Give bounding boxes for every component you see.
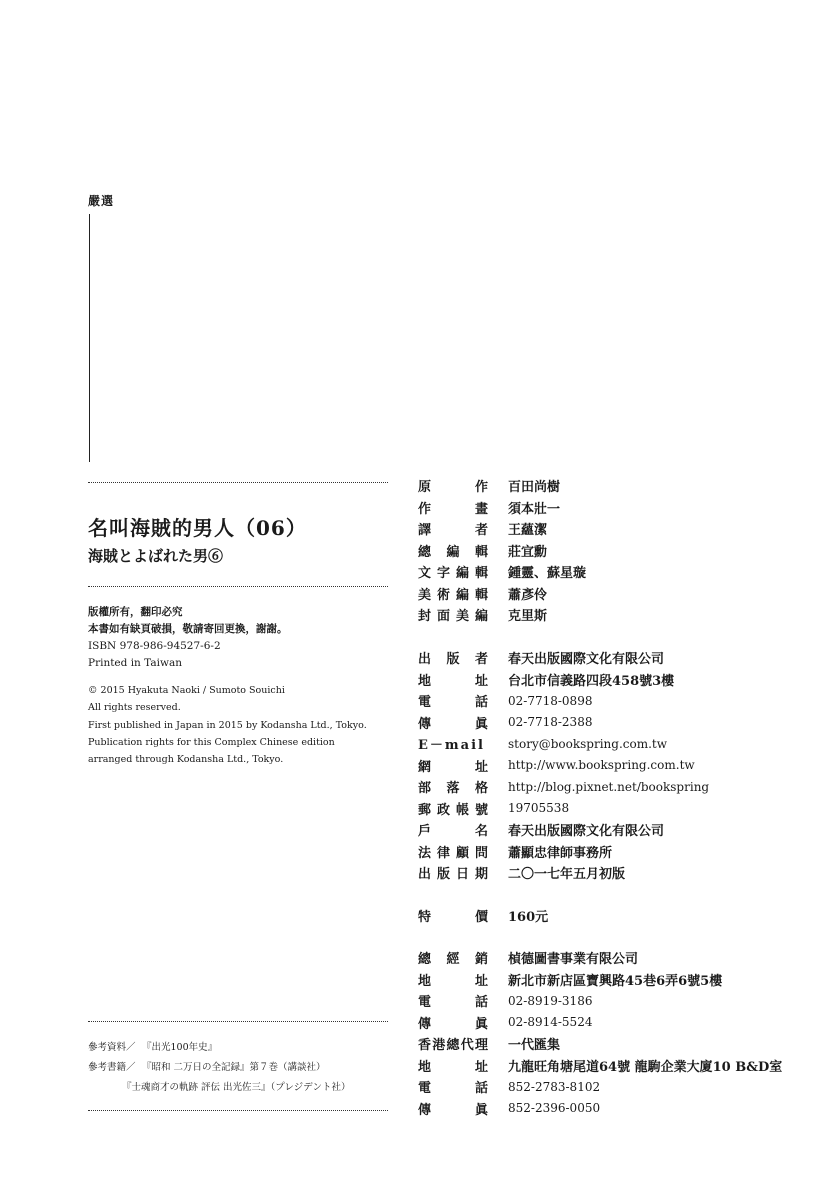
info-row bbox=[418, 947, 808, 969]
info-value: story@bookspring.com.tw bbox=[508, 736, 667, 751]
reference-line bbox=[88, 1038, 350, 1058]
info-row bbox=[418, 990, 808, 1012]
info-value: 02-8919-3186 bbox=[508, 993, 593, 1008]
info-value: 02-7718-2388 bbox=[508, 715, 593, 730]
info-value: http://blog.pixnet.net/bookspring bbox=[508, 779, 710, 794]
info-label: 法 律 顧 問 bbox=[418, 845, 488, 861]
info-value: 九龍旺角塘尾道64號 龍駒企業大廈10 B&D室 bbox=[508, 1059, 783, 1075]
series-label: 嚴選 bbox=[88, 194, 115, 208]
info-value: 台北市信義路四段458號3樓 bbox=[508, 673, 675, 689]
copyright-line: Publication rights for this Complex Chinese edition arranged through Kodansha Ltd., Tokyo. bbox=[88, 736, 335, 766]
references-block bbox=[88, 1038, 350, 1098]
info-row bbox=[418, 497, 808, 519]
info-row bbox=[418, 1033, 808, 1055]
info-row bbox=[418, 1055, 808, 1077]
rights-line: 本書如有缺頁破損，敬請寄回更換，謝謝。 bbox=[88, 623, 288, 635]
distribution-list bbox=[418, 947, 808, 1119]
publisher-list bbox=[418, 647, 808, 884]
info-value: 楨德圖書事業有限公司 bbox=[508, 952, 639, 968]
info-row bbox=[418, 518, 808, 540]
book-title: 名叫海賊的男人（06） bbox=[88, 516, 307, 540]
info-value: 克里斯 bbox=[508, 609, 548, 625]
rights-line: Printed in Taiwan bbox=[88, 657, 182, 669]
divider-refs-top bbox=[88, 1021, 388, 1022]
info-value: http://www.bookspring.com.tw bbox=[508, 758, 695, 773]
info-label: 譯 者 bbox=[418, 523, 488, 539]
info-value: 852-2396-0050 bbox=[508, 1101, 601, 1116]
info-row bbox=[418, 475, 808, 497]
info-value: 鍾靈、蘇星璇 bbox=[508, 566, 587, 582]
info-label: 出 版 者 bbox=[418, 652, 488, 668]
info-value: 莊宜勳 bbox=[508, 544, 548, 560]
info-row bbox=[418, 712, 808, 734]
info-label: 出 版 日 期 bbox=[418, 867, 488, 883]
info-row bbox=[418, 669, 808, 691]
info-value: 新北市新店區寶興路45巷6弄6號5樓 bbox=[508, 973, 723, 989]
reference-line bbox=[88, 1058, 350, 1078]
copyright-line: All rights reserved. bbox=[88, 702, 181, 714]
copyright-block bbox=[88, 682, 378, 768]
info-label: 總 編 輯 bbox=[418, 544, 488, 560]
info-row bbox=[418, 561, 808, 583]
info-row bbox=[418, 1098, 808, 1120]
info-row bbox=[418, 733, 808, 755]
info-label: 地 址 bbox=[418, 1059, 488, 1075]
info-value: 二〇一七年五月初版 bbox=[508, 867, 626, 883]
divider-middle bbox=[88, 586, 388, 587]
rights-line: 版權所有，翻印必究 bbox=[88, 606, 183, 618]
info-row bbox=[418, 862, 808, 884]
info-label: 地 址 bbox=[418, 973, 488, 989]
info-row bbox=[418, 540, 808, 562]
price-list bbox=[418, 905, 808, 927]
info-value: 一代匯集 bbox=[508, 1038, 561, 1054]
info-label: 電 話 bbox=[418, 1081, 488, 1097]
info-row bbox=[418, 905, 808, 927]
info-label: 戶 名 bbox=[418, 824, 488, 840]
credits-list bbox=[418, 475, 808, 626]
divider-top bbox=[88, 482, 388, 483]
info-row bbox=[418, 1076, 808, 1098]
info-label: 地 址 bbox=[418, 673, 488, 689]
vertical-rule bbox=[89, 214, 90, 462]
info-value: 160元 bbox=[508, 910, 549, 926]
info-row bbox=[418, 776, 808, 798]
info-row bbox=[418, 819, 808, 841]
copyright-line: First published in Japan in 2015 by Kodansha Ltd., Tokyo. bbox=[88, 719, 367, 731]
info-value: 春天出版國際文化有限公司 bbox=[508, 652, 665, 668]
info-value: 王蘊潔 bbox=[508, 523, 548, 539]
reference-label: 參考書籍／ bbox=[88, 1062, 136, 1073]
info-label: 傳 眞 bbox=[418, 1102, 488, 1118]
info-row bbox=[418, 755, 808, 777]
info-row bbox=[418, 690, 808, 712]
info-label: 電 話 bbox=[418, 995, 488, 1011]
rights-line: ISBN 978-986-94527-6-2 bbox=[88, 640, 221, 652]
info-label: 網 址 bbox=[418, 759, 488, 775]
reference-label: 參考資料／ bbox=[88, 1042, 136, 1053]
info-label: 作 畫 bbox=[418, 501, 488, 517]
reference-text: 『出光100年史』 bbox=[142, 1042, 218, 1053]
info-value: 19705538 bbox=[508, 801, 570, 816]
info-label: 特 價 bbox=[418, 910, 488, 926]
info-row bbox=[418, 604, 808, 626]
info-value: 春天出版國際文化有限公司 bbox=[508, 824, 665, 840]
info-label: 電 話 bbox=[418, 695, 488, 711]
info-row bbox=[418, 841, 808, 863]
info-label: 部 落 格 bbox=[418, 781, 488, 797]
info-label: 文 字 編 輯 bbox=[418, 566, 488, 582]
info-row bbox=[418, 798, 808, 820]
info-row bbox=[418, 1012, 808, 1034]
info-value: 蕭顯忠律師事務所 bbox=[508, 845, 613, 861]
info-label: 總 經 銷 bbox=[418, 952, 488, 968]
book-subtitle: 海賊とよばれた男⑥ bbox=[88, 547, 224, 565]
info-label: 美 術 編 輯 bbox=[418, 587, 488, 603]
info-row bbox=[418, 647, 808, 669]
info-value: 蕭彥伶 bbox=[508, 587, 548, 603]
reference-text: 『昭和 二万日の全記録』第７巻（講談社） bbox=[142, 1062, 326, 1073]
info-row bbox=[418, 969, 808, 991]
info-label: 傳 眞 bbox=[418, 1016, 488, 1032]
info-label: 傳 眞 bbox=[418, 716, 488, 732]
copyright-line: © 2015 Hyakuta Naoki / Sumoto Souichi bbox=[88, 685, 285, 696]
info-label: 香 港 總 代 理 bbox=[418, 1038, 488, 1054]
info-label: 郵 政 帳 號 bbox=[418, 802, 488, 818]
info-value: 百田尚樹 bbox=[508, 480, 561, 496]
info-row bbox=[418, 583, 808, 605]
info-value: 02-7718-0898 bbox=[508, 693, 593, 708]
info-value: 須本壯一 bbox=[508, 501, 561, 517]
info-label: 原 作 bbox=[418, 480, 488, 496]
reference-text: 『士魂商才の軌跡 評伝 出光佐三』（プレジデント社） bbox=[122, 1082, 351, 1093]
info-value: 852-2783-8102 bbox=[508, 1079, 601, 1094]
divider-bottom bbox=[88, 1110, 388, 1111]
info-label: E－mail bbox=[418, 738, 485, 754]
reference-line bbox=[88, 1078, 350, 1098]
info-label: 封 面 美 編 bbox=[418, 609, 488, 625]
info-value: 02-8914-5524 bbox=[508, 1015, 593, 1030]
rights-block bbox=[88, 604, 288, 672]
